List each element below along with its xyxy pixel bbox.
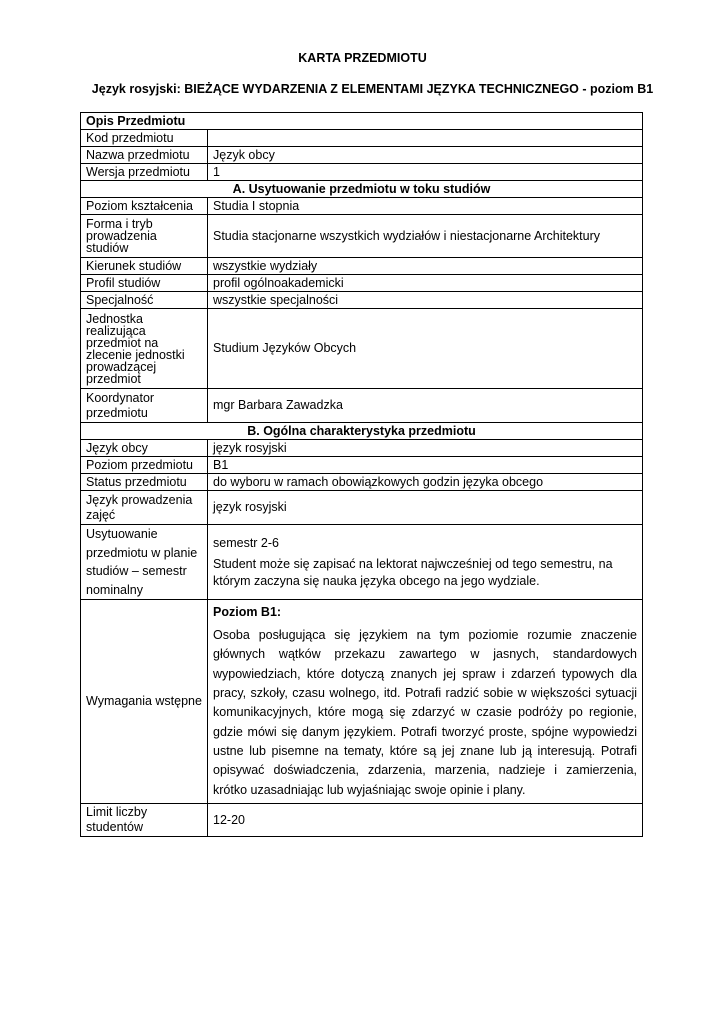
kod-label: Kod przedmiotu <box>81 130 208 147</box>
jezyk-obcy-value: język rosyjski <box>208 440 643 457</box>
kierunek-label: Kierunek studiów <box>81 258 208 275</box>
usytuowanie-semester: semestr 2-6 <box>213 535 279 550</box>
wymagania-heading: Poziom B1: <box>213 605 282 620</box>
opis-header: Opis Przedmiotu <box>81 113 643 130</box>
course-card-table <box>80 112 643 837</box>
usytuowanie-note: Student może się zapisać na lektorat najwcześniej od tego semestru, na którym zaczyna się nauka języka obcego na jego wydziale. <box>213 556 613 588</box>
specjalnosc-value: wszystkie specjalności <box>208 292 643 309</box>
poziom-przedmiotu-value: B1 <box>208 457 643 474</box>
usytuowanie-label: Usytuowanie przedmiotu w planie studiów – semestr nominalny <box>81 525 208 600</box>
koordynator-value: mgr Barbara Zawadzka <box>208 389 643 423</box>
jednostka-label: Jednostka realizująca przedmiot na zlecenie jednostki prowadzącej przedmiot <box>81 309 208 389</box>
wymagania-text: Osoba posługująca się językiem na tym poziomie rozumie znaczenie głównych wątków przekazu zawartego w jasnych, standardowych wypowiedziach, które dotyczą znanych jej spraw i zdarzeń typowych dla pracy, szkoły, czasu wolnego, itd. Potrafi radzić sobie w większości sytuacji komunikacyjnych, które mogą się zdarzyć w czasie podróży po regionie, gdzie mówi się danym językiem. Potrafi tworzyć proste, spójne wypowiedzi ustne lub pisemne na tematy, które są jej znane lub ją interesują. Potrafi opisywać doświadczenia, zdarzenia, marzenia, nadzieje i zamierzenia, krótko uzasadniając lub wyjaśniając swoje opinie i plany. <box>213 628 637 797</box>
course-subtitle: Język rosyjski: BIEŻĄCE WYDARZENIA Z ELEMENTAMI JĘZYKA TECHNICZNEGO - poziom B1 <box>91 82 654 96</box>
document-title: KARTA PRZEDMIOTU <box>298 51 427 65</box>
section-a-header: A. Usytuowanie przedmiotu w toku studiów <box>81 181 643 198</box>
usytuowanie-value <box>208 525 643 600</box>
kierunek-value: wszystkie wydziały <box>208 258 643 275</box>
jezyk-obcy-label: Język obcy <box>81 440 208 457</box>
specjalnosc-label: Specjalność <box>81 292 208 309</box>
nazwa-label: Nazwa przedmiotu <box>81 147 208 164</box>
limit-label: Limit liczby studentów <box>81 804 208 837</box>
status-value: do wyboru w ramach obowiązkowych godzin języka obcego <box>208 474 643 491</box>
nazwa-value: Język obcy <box>208 147 643 164</box>
wersja-value: 1 <box>208 164 643 181</box>
jezyk-prowadzenia-value: język rosyjski <box>208 491 643 525</box>
section-b-header: B. Ogólna charakterystyka przedmiotu <box>81 423 643 440</box>
forma-label: Forma i tryb prowadzenia studiów <box>81 215 208 258</box>
kod-value <box>208 130 643 147</box>
wymagania-value <box>208 600 643 804</box>
wymagania-label: Wymagania wstępne <box>81 600 208 804</box>
jednostka-value: Studium Języków Obcych <box>208 309 643 389</box>
status-label: Status przedmiotu <box>81 474 208 491</box>
koordynator-label: Koordynator przedmiotu <box>81 389 208 423</box>
poziom-przedmiotu-label: Poziom przedmiotu <box>81 457 208 474</box>
profil-label: Profil studiów <box>81 275 208 292</box>
limit-value: 12-20 <box>208 804 643 837</box>
poziom-ksztalcenia-value: Studia I stopnia <box>208 198 643 215</box>
poziom-ksztalcenia-label: Poziom kształcenia <box>81 198 208 215</box>
wersja-label: Wersja przedmiotu <box>81 164 208 181</box>
jezyk-prowadzenia-label: Język prowadzenia zajęć <box>81 491 208 525</box>
forma-value: Studia stacjonarne wszystkich wydziałów i niestacjonarne Architektury <box>208 215 643 258</box>
profil-value: profil ogólnoakademicki <box>208 275 643 292</box>
